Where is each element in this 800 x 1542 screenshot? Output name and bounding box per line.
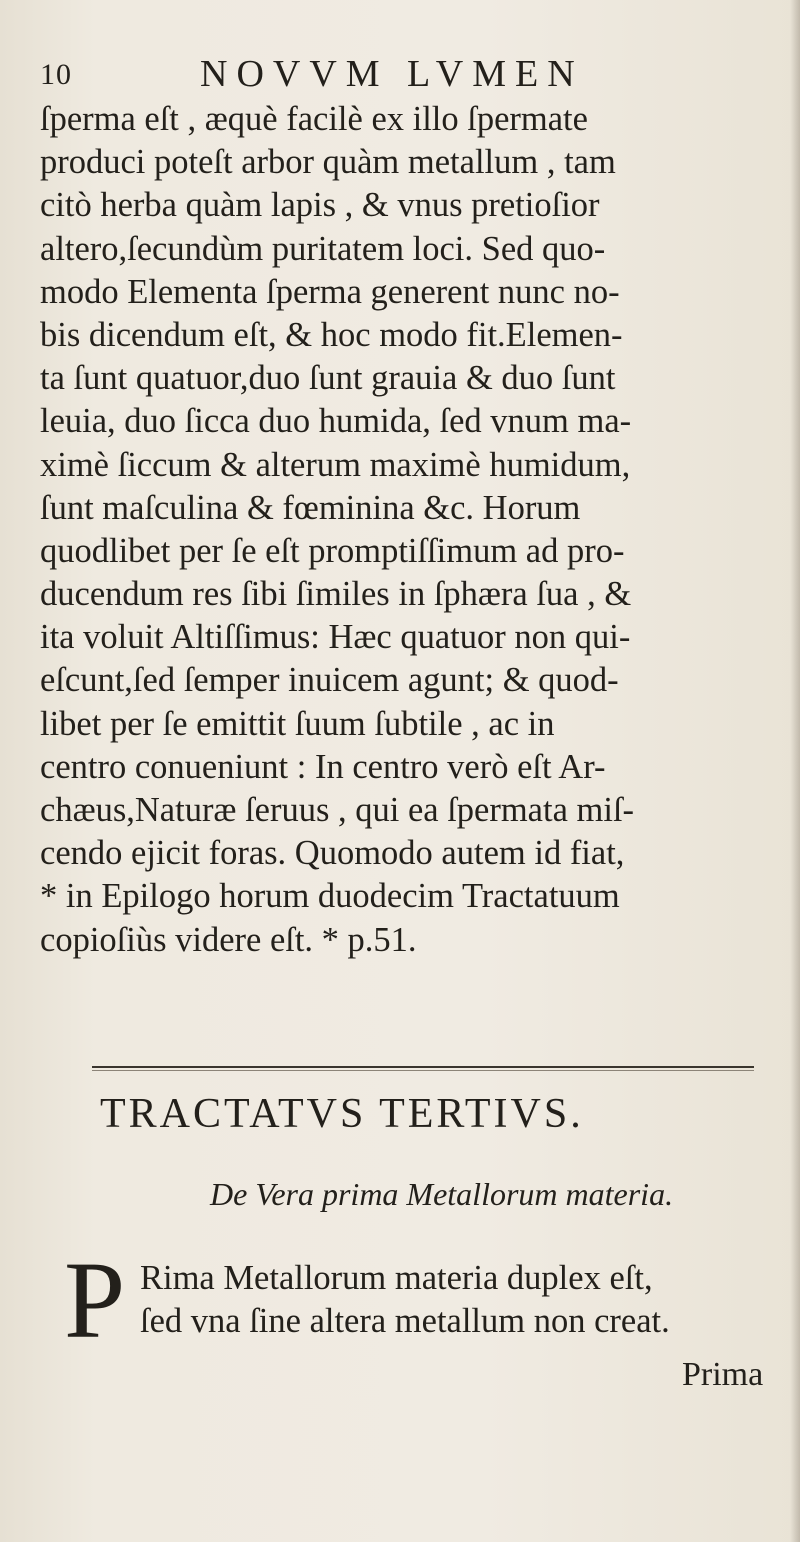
opening-paragraph bbox=[140, 1257, 790, 1343]
text-line: citò herba quàm lapis , & vnus pretioſior bbox=[40, 186, 600, 225]
running-title: NOVVM LVMEN bbox=[200, 53, 584, 95]
text-line: eſcunt,ſed ſemper inuicem agunt; & quod- bbox=[40, 661, 619, 700]
section-divider-thin bbox=[92, 1070, 754, 1071]
section-title: TRACTATVS TERTIVS. bbox=[100, 1091, 584, 1137]
section-divider bbox=[92, 1066, 754, 1068]
text-line: ſed vna ſine altera metallum non creat. bbox=[140, 1302, 670, 1341]
page-header bbox=[40, 52, 760, 95]
text-line: altero,ſecundùm puritatem loci. Sed quo- bbox=[40, 229, 606, 268]
text-line: Rima Metallorum materia duplex eſt, bbox=[140, 1259, 653, 1297]
text-line: copioſiùs videre eſt. * p.51. bbox=[40, 920, 417, 959]
text-line: ſunt maſculina & fœminina &c. Horum bbox=[40, 488, 581, 527]
text-line: * in Epilogo horum duodecim Tractatuum bbox=[40, 877, 620, 916]
page-number: 10 bbox=[40, 58, 72, 91]
text-line: ximè ſiccum & alterum maximè humidum, bbox=[40, 445, 631, 484]
text-line: ducendum res ſibi ſimiles in ſphæra ſua , & bbox=[40, 575, 632, 614]
text-line: ita voluit Altiſſimus: Hæc quatuor non qui- bbox=[40, 618, 631, 657]
page-edge-shadow bbox=[790, 0, 800, 1542]
drop-cap: P bbox=[64, 1239, 126, 1361]
body-paragraph bbox=[40, 98, 782, 962]
text-line: libet per ſe emittit ſuum ſubtile , ac in bbox=[40, 704, 555, 743]
text-line: centro conueniunt : In centro verò eſt Ar- bbox=[40, 747, 606, 786]
text-line: produci poteſt arbor quàm metallum , tam bbox=[40, 143, 616, 182]
section-subtitle: De Vera prima Metallorum materia. bbox=[210, 1176, 674, 1212]
text-line: bis dicendum eſt, & hoc modo fit.Elemen- bbox=[40, 315, 623, 354]
text-line: ta ſunt quatuor,duo ſunt grauia & duo ſunt bbox=[40, 359, 616, 398]
text-line: chæus,Naturæ ſeruus , qui ea ſpermata miſ- bbox=[40, 791, 635, 829]
text-line: ſperma eſt , æquè facilè ex illo ſpermate bbox=[40, 100, 588, 138]
text-line: cendo ejicit foras. Quomodo autem id fiat, bbox=[40, 834, 625, 873]
text-line: modo Elementa ſperma generent nunc no- bbox=[40, 272, 620, 311]
text-line: quodlibet per ſe eſt promptiſſimum ad pro- bbox=[40, 531, 625, 570]
text-line: leuia, duo ſicca duo humida, ſed vnum ma- bbox=[40, 402, 632, 441]
catchword: Prima bbox=[682, 1356, 764, 1393]
